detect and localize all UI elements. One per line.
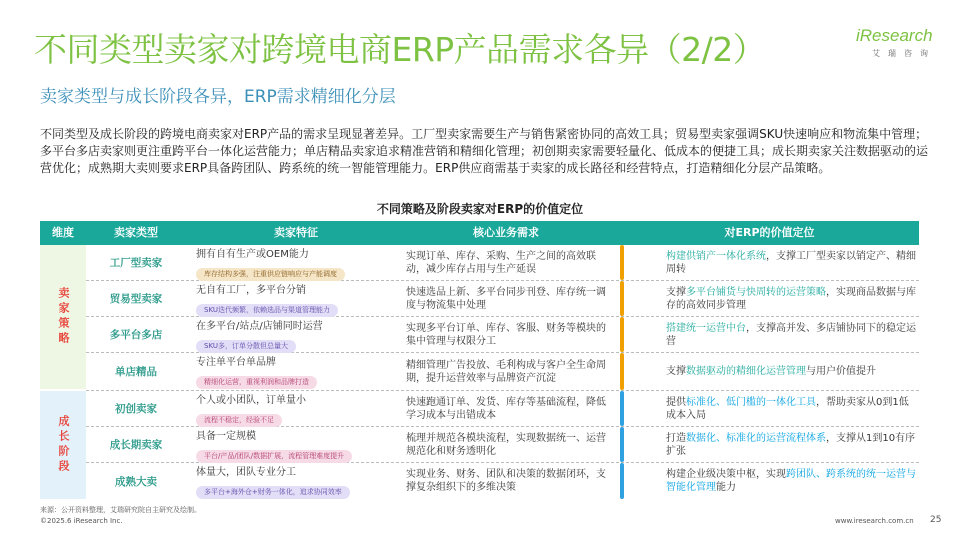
erp-value: 搭建统一运营中台，支撑高并发、多店铺协同下的稳定运营 [620, 317, 916, 352]
feature-text: 拥有自有生产或OEM能力 [196, 249, 309, 260]
core-need: 梳理并规范各模块流程，实现数据统一、运营规范化和财务透明化 [406, 432, 606, 457]
core-need: 实现订单、库存、采购、生产之间的高效联动，减少库存占用与生产延误 [406, 250, 596, 275]
seller-feature [196, 394, 396, 427]
group-label: 成长阶段 [57, 415, 70, 475]
table-row [86, 245, 919, 281]
page-title: 不同类型卖家对跨境电商ERP产品需求各异（2/2） [34, 30, 766, 69]
seller-feature [196, 430, 396, 463]
feature-tag: 精细化运营，重视利润和品牌打造 [196, 376, 317, 389]
header-dimension: 维度 [52, 226, 74, 239]
seller-type: 成熟大卖 [115, 475, 157, 488]
feature-text: 专注单平台单品牌 [196, 357, 276, 368]
seller-feature [196, 320, 396, 353]
seller-type: 多平台多店 [109, 329, 163, 341]
core-need: 实现多平台订单、库存、客服、财务等模块的集中管理与权限分工 [406, 322, 606, 347]
seller-feature [196, 284, 396, 317]
core-need: 快速跑通订单、发货、库存等基础流程，降低学习成本与出错成本 [406, 396, 606, 421]
table-row [86, 463, 919, 499]
iresearch-logo [852, 26, 938, 66]
header-core-need: 核心业务需求 [473, 226, 539, 239]
seller-type: 单店精品 [115, 366, 157, 378]
feature-text: 在多平台/站点/店铺同时运营 [196, 321, 323, 332]
page-subtitle: 卖家类型与成长阶段各异，ERP需求精细化分层 [40, 87, 396, 107]
seller-type: 成长期卖家 [109, 439, 163, 451]
erp-value: 打造数据化、标准化的运营流程体系，支撑从1到10有序扩张 [620, 427, 916, 462]
seller-type: 初创卖家 [115, 403, 157, 415]
core-need: 实现业务、财务、团队和决策的数据闭环，支撑复杂组织下的多维决策 [406, 469, 606, 493]
logo-sub: 艾瑞咨询 [872, 49, 936, 58]
logo-brand: iResearch [856, 26, 933, 45]
erp-value: 支撑多平台铺货与快周转的运营策略，实现商品数据与库存的高效同步管理 [620, 281, 916, 316]
feature-tag: 流程不稳定，经验不足 [196, 414, 282, 427]
value-positioning-table [40, 221, 919, 501]
source-note: 来源：公开资料整理，艾瑞研究院自主研究及绘制。 [40, 506, 201, 514]
feature-tag: 库存结构多强，注重供应链响应与产能调度 [196, 268, 345, 281]
website-link[interactable]: www.iresearch.com.cn [835, 517, 914, 525]
seller-type: 工厂型卖家 [109, 257, 163, 269]
core-need: 快速选品上新、多平台同步刊登、库存统一调度与物流集中处理 [406, 286, 606, 311]
table-row [86, 281, 919, 317]
header-seller-type: 卖家类型 [114, 226, 158, 239]
table-row [86, 317, 919, 353]
table-row [86, 391, 919, 427]
table-row [86, 353, 919, 391]
feature-tag: 平台/产品/团队/数据扩展，流程管理难度提升 [196, 450, 352, 463]
feature-text: 无自有工厂，多平台分销 [196, 285, 306, 296]
header-seller-feature: 卖家特征 [274, 226, 318, 239]
group-growth-stage [40, 391, 86, 499]
feature-tag: SKU迭代频繁，依赖选品与渠道管理能力 [196, 304, 338, 317]
intro-paragraph: 不同类型及成长阶段的跨境电商卖家对ERP产品的需求呈现显著差异。工厂型卖家需要生产与销售紧密协同的高效工具；贸易型卖家强调SKU快速响应和物流集中管理；多平台多店卖家则更注重跨平台一体化运营能力；单店精品卖家追求精准营销和精细化管理；初创期卖家需要轻量化、低成本的便捷工具；成长期卖家关注数据驱动的运营优化；成熟期大卖则要求ERP具备跨团队、跨系统的统一智能管理能力。ERP供应商需基于卖家的成长路径和经营特点，打造精细化分层产品策略。 [40, 127, 929, 175]
seller-feature [196, 466, 396, 499]
copyright: ©2025.6 iResearch Inc. [40, 517, 123, 525]
core-need: 精细管理广告投放、毛利构成与客户全生命周期，提升运营效率与品牌资产沉淀 [406, 359, 606, 384]
feature-text: 具备一定规模 [196, 431, 256, 442]
header-erp-value: 对ERP的价值定位 [724, 226, 815, 239]
group-label: 卖家策略 [57, 287, 70, 347]
seller-feature [196, 248, 396, 281]
feature-tag: 多平台+海外仓+财务一体化，追求协同效率 [196, 486, 350, 499]
group-seller-strategy [40, 245, 86, 389]
feature-text: 体量大，团队专业分工 [196, 467, 296, 478]
seller-feature [196, 356, 396, 389]
seller-type: 贸易型卖家 [109, 293, 163, 305]
table-title: 不同策略及阶段卖家对ERP的价值定位 [376, 202, 584, 216]
erp-value: 支撑数据驱动的精细化运营管理与用户价值提升 [620, 353, 916, 390]
table-row [86, 427, 919, 463]
erp-value: 提供标准化、低门槛的一体化工具，帮助卖家从0到1低成本入局 [620, 391, 916, 426]
feature-text: 个人或小团队，订单量小 [196, 395, 306, 406]
erp-value: 构建企业级决策中枢，实现跨团队、跨系统的统一运营与智能化管理能力 [620, 463, 916, 499]
page-number: 25 [930, 515, 942, 525]
feature-tag: SKU多，订单分散但总量大 [196, 340, 296, 353]
erp-value: 构建供销产一体化系统，支撑工厂型卖家以销定产、精细周转 [620, 245, 916, 280]
table-header [40, 221, 919, 245]
